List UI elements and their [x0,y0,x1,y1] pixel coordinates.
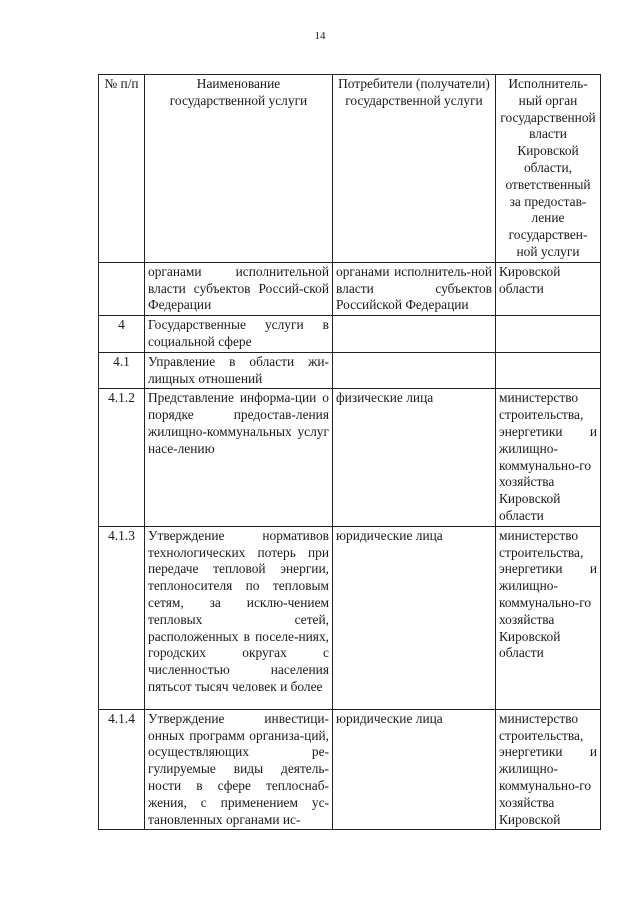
row-consumers: юридические лица [333,709,496,830]
row-name: Представление информа-ции о порядке предостав-ления жилищно-коммунальных услуг насе-лению [145,389,333,526]
table-row [99,709,601,830]
row-consumers [333,352,496,389]
row-executor: министерство строительства, энергетики и жилищно-коммунально-го хозяйства Кировской области [496,389,601,526]
header-num: № п/п [99,75,145,263]
row-num [99,262,145,315]
row-consumers [333,316,496,353]
row-num: 4.1.2 [99,389,145,526]
row-num: 4.1.3 [99,526,145,709]
row-executor: министерство строительства, энергетики и жилищно-коммунально-го хозяйства Кировской области [496,526,601,709]
row-name: Управление в области жи-лищных отношений [145,352,333,389]
page-number: 14 [314,30,326,42]
services-table [98,74,601,830]
row-num: 4.1.4 [99,709,145,830]
table-row [99,316,601,353]
row-name: Государственные услуги в социальной сфере [145,316,333,353]
row-consumers: физические лица [333,389,496,526]
row-name: Утверждение инвестици-онных программ организа-ций, осуществляющих ре-гулируемые виды деятель-ности в сфере теплоснаб-жения, с применением ус-тановленных органами ис- [145,709,333,830]
row-consumers: юридические лица [333,526,496,709]
table-row [99,262,601,315]
row-consumers: органами исполнитель-ной власти субъектов Российской Федерации [333,262,496,315]
row-num: 4.1 [99,352,145,389]
table-row [99,352,601,389]
row-name: Утверждение нормативов технологических потерь при передаче тепловой энергии, теплоносителя по тепловым сетям, за исклю-чением тепловых сетей, расположенных в поселе-ниях, городских округах с численностью населения пятьсот тысяч человек и более [145,526,333,709]
table-row [99,526,601,709]
table-header-row [99,75,601,263]
row-executor: министерство строительства, энергетики и жилищно-коммунально-го хозяйства Кировской [496,709,601,830]
header-consumers: Потребители (получатели) государственной услуги [333,75,496,263]
header-name: Наименование государственной услуги [145,75,333,263]
table-row [99,389,601,526]
row-executor [496,352,601,389]
row-num: 4 [99,316,145,353]
row-executor [496,316,601,353]
row-executor: Кировской области [496,262,601,315]
header-executor: Исполнитель-ный орган государственной власти Кировской области, ответственный за предостав-ление государствен-ной услуги [496,75,601,263]
row-name: органами исполнительной власти субъектов Россий-ской Федерации [145,262,333,315]
